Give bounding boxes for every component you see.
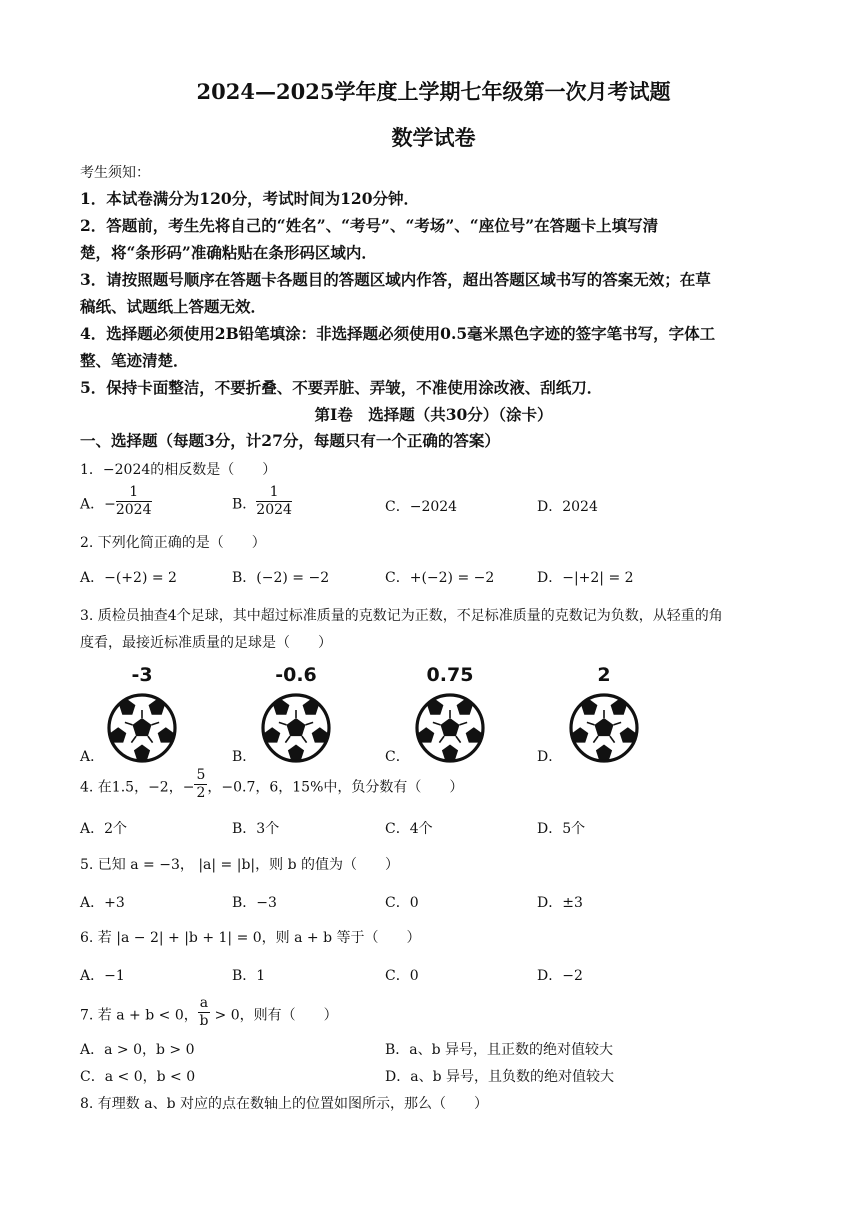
section-heading: 一、选择题（每题3分，计27分，每题只有一个正确的答案） [80,431,500,450]
q3-stem-line2: 度看，最接近标准质量的足球是（ ） [80,635,332,651]
soccer-ball-icon [414,692,486,764]
q1-option-c: C．−2024 [385,499,458,515]
q3-ball-2 [410,664,490,764]
q5-option-a: A．+3 [80,895,125,911]
q2-option-b: B．(−2) = −2 [232,570,330,586]
notice-item-4-cont: 整、笔迹清楚． [80,351,189,370]
soccer-ball-icon [106,692,178,764]
q3-ball-1 [256,664,336,764]
q2-option-d: D．−|+2| = 2 [537,570,634,586]
q3-stem-line1: 3. 质检员抽查4个足球，其中超过标准质量的克数记为正数，不足标准质量的克数记为负数，从轻重的角 [80,608,723,624]
soccer-ball-icon [568,692,640,764]
q4-option-b: B．3个 [232,821,280,837]
notice-item-1: 1．本试卷满分为120分，考试时间为120分钟． [80,189,419,208]
q3-ball-0 [102,664,182,764]
q7-option-a: A．a > 0，b > 0 [80,1042,195,1058]
q6-option-a: A．−1 [80,968,125,984]
ball-value-label: 0.75 [426,664,474,686]
q3-ball-3 [564,664,644,764]
ball-value-label: -3 [131,664,153,686]
q2-option-a: A．−(+2) = 2 [80,570,177,586]
q1-stem: 1．−2024的相反数是（ ） [80,462,277,478]
q2-stem: 2. 下列化简正确的是（ ） [80,535,266,551]
q5-option-d: D．±3 [537,895,583,911]
q8-stem: 8. 有理数 a、b 对应的点在数轴上的位置如图所示，那么（ ） [80,1096,489,1112]
q7-option-d: D．a、b 异号，且负数的绝对值较大 [385,1069,614,1085]
exam-subtitle: 数学试卷 [391,125,476,150]
q6-option-d: D．−2 [537,968,583,984]
q1-option-a: A．− $\frac{1}{2024}$ [80,484,152,518]
exam-title: 2024—2025学年度上学期七年级第一次月考试题 [196,79,671,104]
q1-option-b: B． $\frac{1}{2024}$ [232,484,292,518]
notice-item-2-cont: 楚，将“条形码”准确粘贴在条形码区域内． [80,243,377,262]
notice-heading: 考生须知： [80,165,150,181]
notice-item-2: 2．答题前，考生先将自己的“姓名”、“考号”、“考场”、“座位号”在答题卡上填写清 [80,216,659,235]
q7-option-c: C．a < 0，b < 0 [80,1069,196,1085]
q3-option-label: C． [385,749,410,765]
q7-stem: 7. 若 a + b < 0， $\frac{a}{b}$ > 0，则有（ ） [80,995,338,1029]
q3-option-label: B． [232,749,257,765]
q1-option-d: D．2024 [537,499,598,515]
q2-option-c: C．+(−2) = −2 [385,570,495,586]
notice-item-4: 4．选择题必须使用2B铅笔填涂：非选择题必须使用0.5毫米黑色字迹的签字笔书写，字体工 [80,324,716,343]
q6-stem: 6. 若 |a − 2| + |b + 1| = 0，则 a + b 等于（ ） [80,930,421,946]
q4-option-c: C．4个 [385,821,433,837]
q4-option-d: D．5个 [537,821,586,837]
q7-option-b: B．a、b 异号，且正数的绝对值较大 [385,1042,614,1058]
q6-option-b: B．1 [232,968,266,984]
q4-option-a: A．2个 [80,821,128,837]
q3-option-label: D． [537,749,563,765]
q4-stem: 4. 在1.5，−2，− $\frac{5}{2}$ ，−0.7，6，15%中，负分数有（ ） [80,767,464,801]
part-title: 第Ⅰ卷 选择题（共30分）（涂卡） [314,405,553,424]
ball-value-label: 2 [597,664,611,686]
q5-option-b: B．−3 [232,895,277,911]
ball-value-label: -0.6 [275,664,317,686]
soccer-ball-icon [260,692,332,764]
q5-stem: 5. 已知 a = −3， |a| = |b|，则 b 的值为（ ） [80,857,399,873]
notice-item-3-cont: 稿纸、试题纸上答题无效． [80,297,267,316]
q3-option-label: A． [80,749,105,765]
q5-option-c: C．0 [385,895,419,911]
notice-item-3: 3．请按照题号顺序在答题卡各题目的答题区域内作答，超出答题区域书写的答案无效；在草 [80,270,711,289]
notice-item-5: 5．保持卡面整洁，不要折叠、不要弄脏、弄皱，不准使用涂改液、刮纸刀． [80,378,603,397]
q6-option-c: C．0 [385,968,419,984]
